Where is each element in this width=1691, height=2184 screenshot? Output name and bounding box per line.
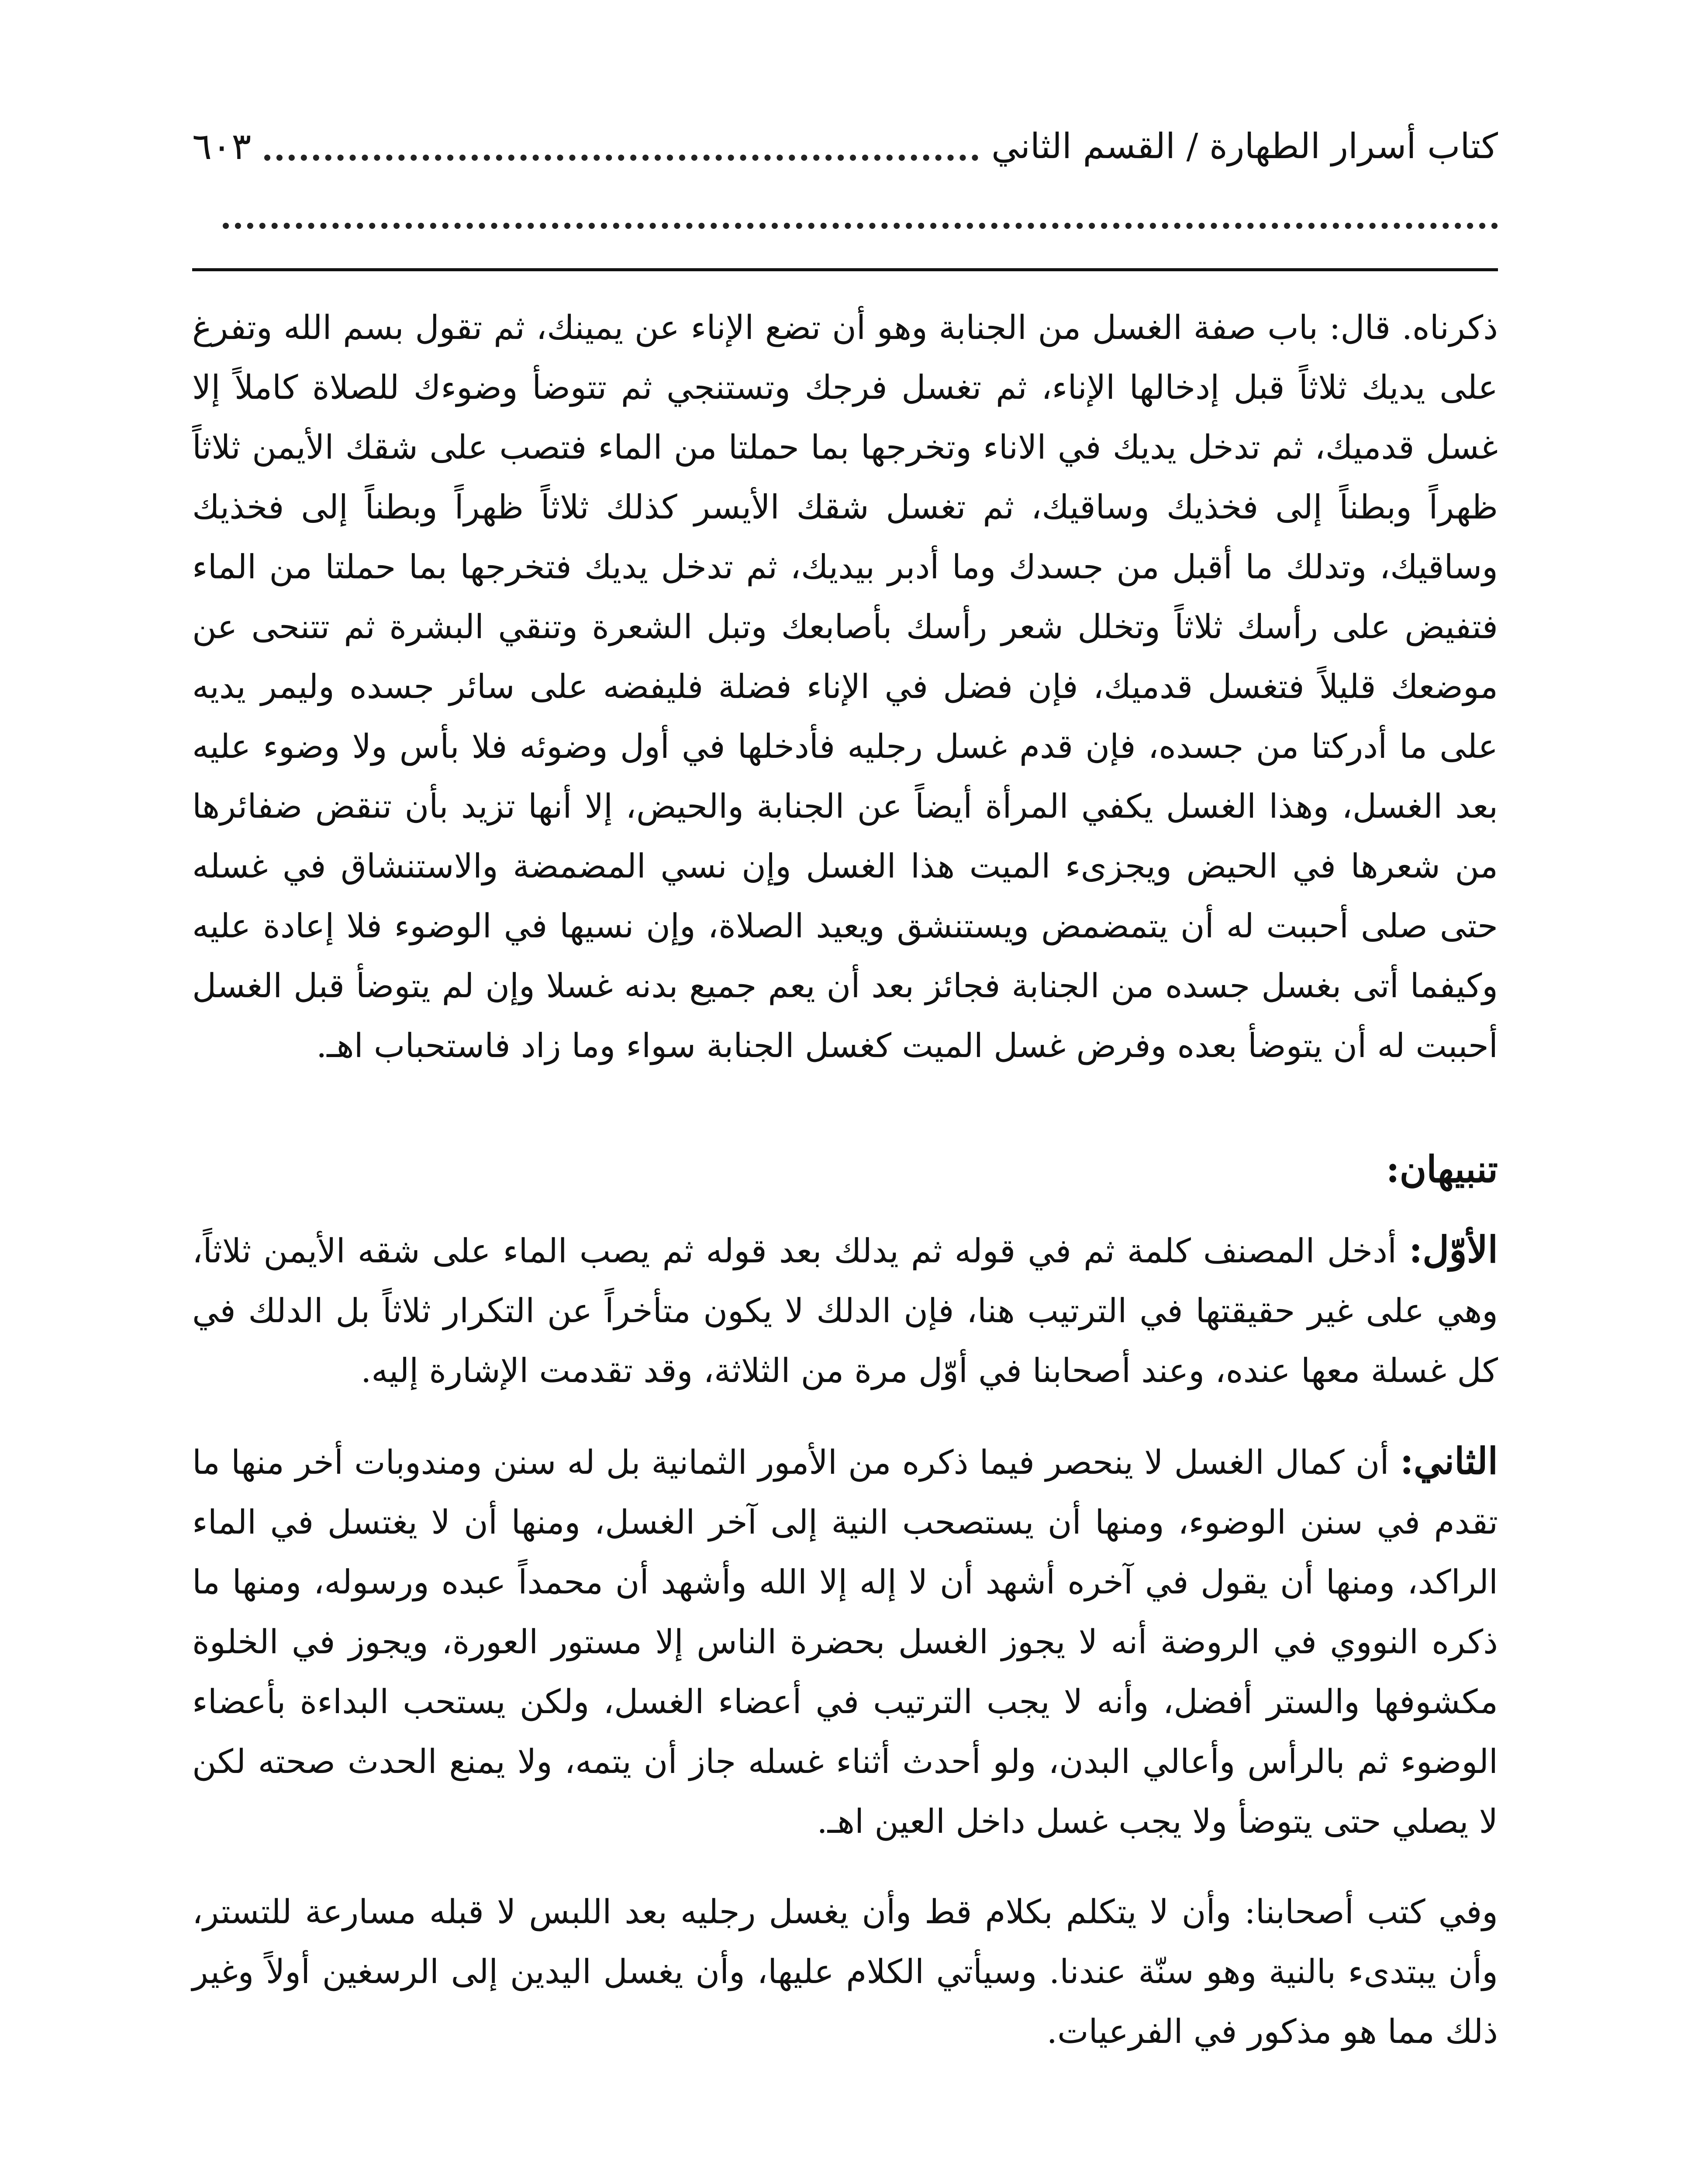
header-dot-leader [264, 155, 978, 161]
note-second-text: أن كمال الغسل لا ينحصر فيما ذكره من الأمور الثمانية بل له سنن ومندوبات أخر منها ما تقدم في سنن الوضوء، ومنها أن يستصحب النية إلى آخر الغسل، ومنها أن لا يغتسل في الماء الراكد، ومنها أن يقول في آخره أشهد أن لا إله إلا الله وأشهد أن محمداً عبده ورسوله، ومنها ما ذكره النووي في الروضة أنه لا يجوز الغسل بحضرة الناس إلا مستور العورة، ويجوز في الخلوة مكشوفها والستر أفضل، وأنه لا يجب الترتيب في أعضاء الغسل، ولكن يستحب البداءة بأعضاء الوضوء ثم بالرأس وأعالي البدن، ولو أحدث أثناء غسله جاز أن يتمه، ولا يمنع الحدث صحته لكن لا يصلي حتى يتوضأ ولا يجب غسل داخل العين اهـ. [192, 1443, 1498, 1841]
header-title: كتاب أسرار الطهارة / القسم الثاني [991, 126, 1498, 166]
note-first-label: الأوّل: [1409, 1228, 1498, 1271]
page-number: ٦٠٣ [192, 125, 252, 168]
dotted-separator [223, 223, 1498, 229]
intro-paragraph: ذكرناه. قال: باب صفة الغسل من الجنابة وهو أن تضع الإناء عن يمينك، ثم تقول بسم الله وتفرغ على يديك ثلاثاً قبل إدخالها الإناء، ثم تغسل فرجك وتستنجي ثم تتوضأ وضوءك للصلاة كاملاً إلا غسل قدميك، ثم تدخل يديك في الاناء وتخرجها بما حملتا من الماء فتصب على شقك الأيمن ثلاثاً ظهراً وبطناً إلى فخذيك وساقيك، ثم تغسل شقك الأيسر كذلك ثلاثاً ظهراً وبطناً إلى فخذيك وساقيك، وتدلك ما أقبل من جسدك وما أدبر بيديك، ثم تدخل يديك فتخرجها بما حملتا من الماء فتفيض على رأسك ثلاثاً وتخلل شعر رأسك بأصابعك وتبل الشعرة وتنقي البشرة ثم تتنحى عن موضعك قليلاً فتغسل قدميك، فإن فضل في الإناء فضلة فليفضه على سائر جسده وليمر يديه على ما أدركتا من جسده، فإن قدم غسل رجليه فأدخلها في أول وضوئه فلا بأس ولا وضوء عليه بعد الغسل، وهذا الغسل يكفي المرأة أيضاً عن الجنابة والحيض، إلا أنها تزيد بأن تنقض ضفائرها من شعرها في الحيض ويجزىء الميت هذا الغسل وإن نسي المضمضة والاستنشاق في غسله حتى صلى أحببت له أن يتمضمض ويستنشق ويعيد الصلاة، وإن نسيها في الوضوء فلا إعادة عليه وكيفما أتى بغسل جسده من الجنابة فجائز بعد أن يعم جميع بدنه غسلا وإن لم يتوضأ قبل الغسل أحببت له أن يتوضأ بعده وفرض غسل الميت كغسل الجنابة سواء وما زاد فاستحباب اهـ. [192, 308, 1498, 1065]
running-header [192, 105, 1498, 170]
note-second-label: الثاني: [1400, 1439, 1498, 1482]
notes-heading: تنبيهان: [1386, 1147, 1498, 1191]
horizontal-rule [192, 268, 1498, 271]
note-first-text: أدخل المصنف كلمة ثم في قوله ثم يدلك بعد قوله ثم يصب الماء على شقه الأيمن ثلاثاً، وهي على غير حقيقتها في الترتيب هنا، فإن الدلك لا يكون متأخراً عن التكرار ثلاثاً بل الدلك في كل غسلة معها عنده، وعند أصحابنا في أوّل مرة من الثلاثة، وقد تقدمت الإشارة إليه. [192, 1231, 1498, 1390]
closing-paragraph: وفي كتب أصحابنا: وأن لا يتكلم بكلام قط وأن يغسل رجليه بعد اللبس لا قبله مسارعة للتستر، وأن يبتدىء بالنية وهو سنّة عندنا. وسيأتي الكلام عليها، وأن يغسل اليدين إلى الرسغين أولاً وغير ذلك مما هو مذكور في الفرعيات. [192, 1892, 1498, 2051]
note-first [192, 1220, 1498, 1400]
note-second [192, 1431, 1498, 1851]
book-page [192, 105, 1498, 2184]
page-content [192, 297, 1498, 2061]
